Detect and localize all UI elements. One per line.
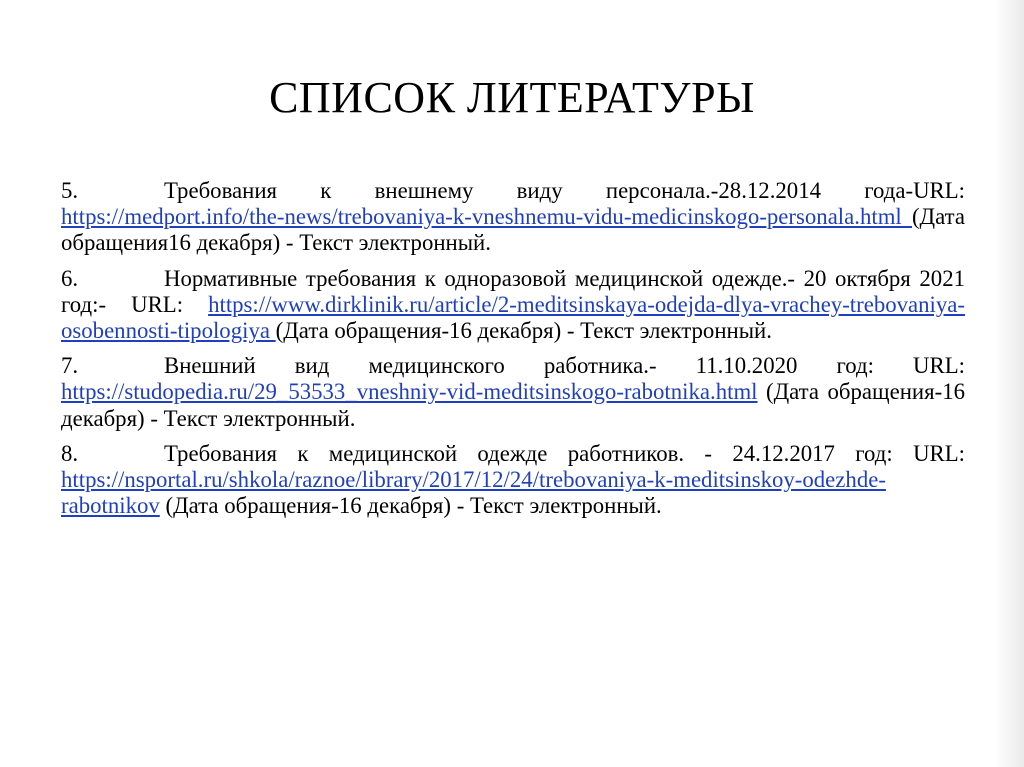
reference-item bbox=[61, 353, 965, 432]
reference-access-note: (Дата обращения-16 декабря) - Текст электронный. bbox=[159, 493, 662, 519]
reference-access-note: (Дата обращения-16 декабря) - Текст электронный. bbox=[275, 318, 772, 344]
reference-text: Требования к медицинской одежде работников. - 24.12.2017 год: URL: bbox=[164, 440, 965, 466]
reference-number: 8. bbox=[61, 440, 79, 466]
reference-access-note: (Дата обращения-16 декабря) - Текст электронный. bbox=[61, 379, 965, 431]
reference-number: 7. bbox=[61, 353, 79, 379]
reference-number: 5. bbox=[61, 178, 79, 203]
reference-access-note: (Дата обращения16 декабря) - Текст электронный. bbox=[61, 204, 965, 256]
reference-link[interactable]: https://studopedia.ru/29_53533_vneshniy-vid-meditsinskogo-rabotnika.html bbox=[61, 379, 758, 405]
reference-item bbox=[61, 441, 965, 520]
page-title: СПИСОК ЛИТЕРАТУРЫ bbox=[269, 73, 755, 122]
reference-link[interactable]: https://nsportal.ru/shkola/raznoe/library/2017/12/24/trebovaniya-k-meditsinskoy-odezhde-rabotnikov bbox=[61, 467, 886, 519]
reference-text: Внешний вид медицинского работника.- 11.10.2020 год: URL: bbox=[164, 353, 965, 379]
reference-text: Требования к внешнему виду персонала.-28.12.2014 года-URL: bbox=[164, 178, 965, 203]
reference-list bbox=[61, 178, 965, 528]
reference-item bbox=[61, 266, 965, 345]
reference-text: Нормативные требования к одноразовой медицинской одежде.- 20 октября 2021 год:- URL: bbox=[61, 265, 965, 317]
reference-link[interactable]: https://medport.info/the-news/trebovaniya-k-vneshnemu-vidu-medicinskogo-personala.html bbox=[61, 204, 912, 230]
reference-link[interactable]: https://www.dirklinik.ru/article/2-meditsinskaya-odejda-dlya-vrachey-trebovaniya-osobennosti-tipologiya bbox=[61, 291, 965, 344]
reference-item bbox=[61, 178, 965, 257]
reference-number: 6. bbox=[61, 265, 79, 291]
